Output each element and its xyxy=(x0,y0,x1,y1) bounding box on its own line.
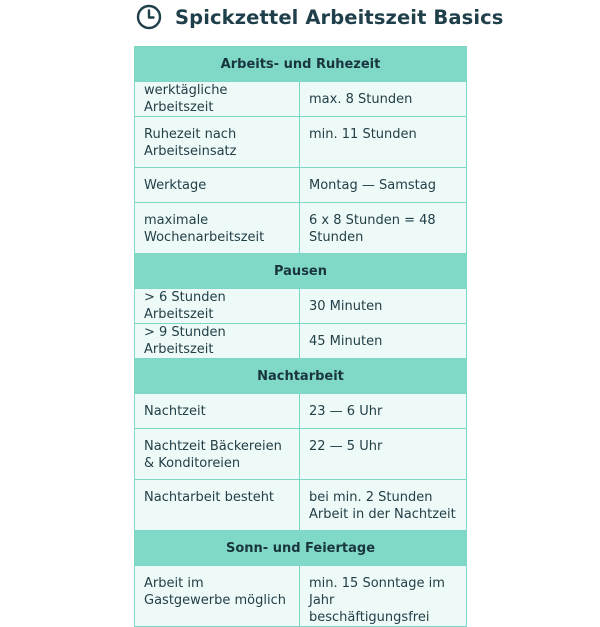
table-row xyxy=(135,203,467,254)
clock-icon xyxy=(136,4,162,30)
section-header: Arbeits- und Ruhezeit xyxy=(135,47,467,82)
table-row xyxy=(135,168,467,203)
table-row xyxy=(135,117,467,168)
section-header-arbeits-und-ruhezeit xyxy=(135,47,467,82)
section-header: Sonn- und Feiertage xyxy=(135,531,467,566)
row-value: 45 Minuten xyxy=(300,324,467,359)
row-value: 30 Minuten xyxy=(300,289,467,324)
section-header-nachtarbeit xyxy=(135,359,467,394)
row-value: 23 — 6 Uhr xyxy=(300,394,467,429)
section-header: Pausen xyxy=(135,254,467,289)
table-row xyxy=(135,324,467,359)
row-value: 6 x 8 Stunden = 48 Stunden xyxy=(300,203,467,254)
row-value: Montag — Samstag xyxy=(300,168,467,203)
row-label: Ruhezeit nach Arbeitseinsatz xyxy=(135,117,300,168)
row-label: > 9 Stunden Arbeitszeit xyxy=(135,324,300,359)
page-title-text: Spickzettel Arbeitszeit Basics xyxy=(175,5,504,29)
table-row xyxy=(135,480,467,531)
row-label: werktägliche Arbeitszeit xyxy=(135,82,300,117)
row-label: maximale Wochenarbeitszeit xyxy=(135,203,300,254)
row-label: Nachtzeit xyxy=(135,394,300,429)
cheat-sheet-table xyxy=(134,46,467,627)
table-row xyxy=(135,566,467,627)
row-label: Werktage xyxy=(135,168,300,203)
row-label: Arbeit im Gastgewerbe möglich xyxy=(135,566,300,627)
row-value: min. 15 Sonntage im Jahr beschäftigungsfrei xyxy=(300,566,467,627)
page-title xyxy=(136,3,503,31)
row-value: max. 8 Stunden xyxy=(300,82,467,117)
section-header-sonn-und-feiertage xyxy=(135,531,467,566)
row-value: 22 — 5 Uhr xyxy=(300,429,467,480)
table-row xyxy=(135,429,467,480)
row-value: min. 11 Stunden xyxy=(300,117,467,168)
row-label: Nachtzeit Bäckereien & Konditoreien xyxy=(135,429,300,480)
row-label: Nachtarbeit besteht xyxy=(135,480,300,531)
section-header: Nachtarbeit xyxy=(135,359,467,394)
table-row xyxy=(135,82,467,117)
section-header-pausen xyxy=(135,254,467,289)
row-label: > 6 Stunden Arbeitszeit xyxy=(135,289,300,324)
row-value: bei min. 2 Stunden Arbeit in der Nachtzeit xyxy=(300,480,467,531)
table-row xyxy=(135,289,467,324)
table-row xyxy=(135,394,467,429)
